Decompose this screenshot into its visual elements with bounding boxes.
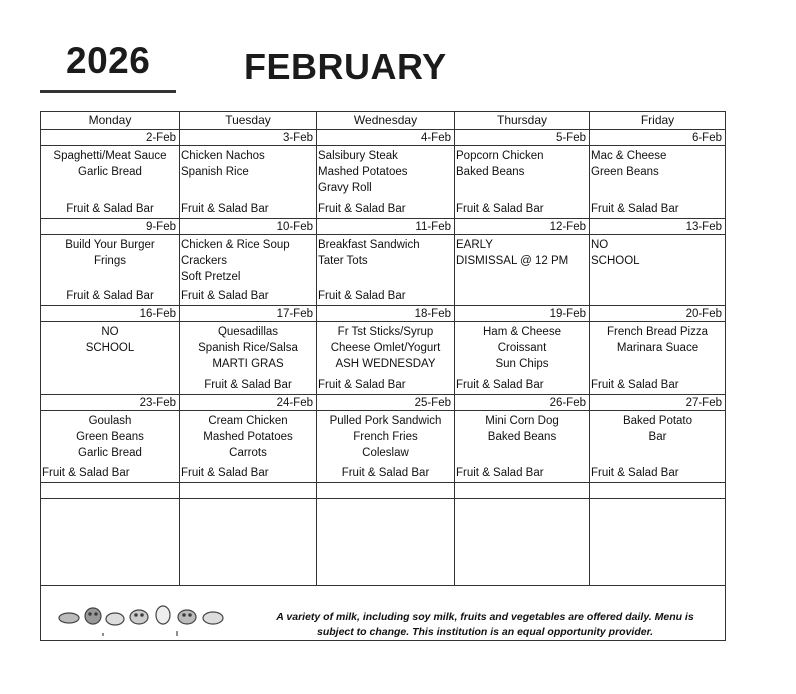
menu-items xyxy=(41,324,179,394)
month-title: FEBRUARY xyxy=(244,46,447,87)
salad-bar-label: Fruit & Salad Bar xyxy=(591,203,679,215)
menu-item: Mini Corn Dog xyxy=(485,415,559,427)
blank-date-row xyxy=(41,483,725,499)
salad-bar-label: Fruit & Salad Bar xyxy=(66,203,154,215)
menu-item: Frings xyxy=(94,255,126,267)
day-cell-friday xyxy=(590,306,725,394)
menu-item xyxy=(590,180,725,196)
weekday-thursday: Thursday xyxy=(455,112,590,129)
day-date: 6-Feb xyxy=(590,130,725,146)
day-date: 12-Feb xyxy=(455,219,589,235)
year-title: 2026 xyxy=(66,40,151,81)
footer-note xyxy=(255,610,715,640)
menu-item: Croissant xyxy=(497,342,547,354)
salad-bar-label: Fruit & Salad Bar xyxy=(456,467,544,479)
menu-item xyxy=(455,269,589,285)
menu-calendar xyxy=(40,111,726,641)
menu-item: Breakfast Sandwich xyxy=(318,239,420,251)
menu-item xyxy=(590,356,725,372)
salad-bar-label: Fruit & Salad Bar xyxy=(204,379,292,391)
menu-item: Goulash xyxy=(88,415,132,427)
salad-bar-label: Fruit & Salad Bar xyxy=(456,379,544,391)
salad-bar-label: Fruit & Salad Bar xyxy=(66,290,154,302)
day-cell-monday xyxy=(41,306,180,394)
menu-item: Sun Chips xyxy=(495,358,549,370)
menu-item: Bar xyxy=(648,431,667,443)
menu-item: EARLY xyxy=(456,239,493,251)
menu-item: Chicken Nachos xyxy=(181,150,265,162)
menu-item: Garlic Bread xyxy=(78,447,142,459)
day-cell-monday xyxy=(41,219,180,305)
day-date: 13-Feb xyxy=(590,219,725,235)
day-date: 27-Feb xyxy=(590,395,725,411)
salad-bar-label: Fruit & Salad Bar xyxy=(341,467,430,479)
day-date: 4-Feb xyxy=(317,130,454,146)
day-cell-thursday xyxy=(455,219,590,305)
menu-item: Coleslaw xyxy=(362,447,409,459)
blank-day-cell xyxy=(180,499,317,585)
menu-item: Baked Beans xyxy=(487,431,557,443)
menu-item: Soft Pretzel xyxy=(181,271,241,283)
menu-item: Fr Tst Sticks/Syrup xyxy=(337,326,434,338)
menu-item xyxy=(317,269,454,285)
day-cell-monday xyxy=(41,130,180,218)
menu-item: SCHOOL xyxy=(85,342,135,354)
salad-bar-label: Fruit & Salad Bar xyxy=(591,467,679,479)
menu-item: Chicken & Rice Soup xyxy=(181,239,290,251)
footer xyxy=(41,586,725,640)
menu-item: Cream Chicken xyxy=(208,415,288,427)
menu-item: Spanish Rice xyxy=(181,166,249,178)
day-date: 2-Feb xyxy=(41,130,179,146)
menu-item: Marinara Suace xyxy=(616,342,699,354)
salad-bar-label: Fruit & Salad Bar xyxy=(318,379,406,391)
salad-bar-label: Fruit & Salad Bar xyxy=(181,467,269,479)
week-row xyxy=(41,219,725,306)
menu-item xyxy=(455,445,589,461)
vegetable-characters-illustration xyxy=(53,596,243,636)
salad-bar-label: Fruit & Salad Bar xyxy=(181,290,269,302)
salad-bar-label: Fruit & Salad Bar xyxy=(318,203,406,215)
menu-item: NO xyxy=(101,326,119,338)
menu-item xyxy=(590,445,725,461)
menu-item xyxy=(41,180,179,196)
blank-date-cell xyxy=(317,483,455,498)
day-date: 25-Feb xyxy=(317,395,454,411)
menu-item: Cheese Omlet/Yogurt xyxy=(330,342,441,354)
year-underline xyxy=(40,90,176,93)
menu-item: Mashed Potatoes xyxy=(203,431,293,443)
menu-item: Green Beans xyxy=(76,431,144,443)
day-date: 19-Feb xyxy=(455,306,589,322)
menu-item: Green Beans xyxy=(591,166,659,178)
day-date: 18-Feb xyxy=(317,306,454,322)
menu-item: French Fries xyxy=(353,431,418,443)
menu-item: NO xyxy=(591,239,609,251)
weekday-header-row xyxy=(41,112,725,130)
week-row xyxy=(41,306,725,395)
weekday-tuesday: Tuesday xyxy=(180,112,317,129)
menu-item: Garlic Bread xyxy=(78,166,142,178)
menu-item xyxy=(590,285,725,301)
day-cell-monday xyxy=(41,395,180,482)
menu-item xyxy=(41,372,179,388)
day-date: 20-Feb xyxy=(590,306,725,322)
menu-item: Mashed Potatoes xyxy=(318,166,408,178)
menu-item: Salsibury Steak xyxy=(318,150,398,162)
menu-item xyxy=(455,285,589,301)
day-cell-wednesday xyxy=(317,306,455,394)
weekday-wednesday: Wednesday xyxy=(317,112,455,129)
menu-item: Crackers xyxy=(181,255,228,267)
day-date: 23-Feb xyxy=(41,395,179,411)
day-cell-wednesday xyxy=(317,395,455,482)
menu-item xyxy=(41,269,179,285)
menu-item: Popcorn Chicken xyxy=(456,150,544,162)
blank-date-cell xyxy=(590,483,725,498)
menu-item: Pulled Pork Sandwich xyxy=(329,415,442,427)
week-row xyxy=(41,395,725,483)
menu-item: DISMISSAL @ 12 PM xyxy=(456,255,569,267)
week-row xyxy=(41,130,725,219)
day-cell-tuesday xyxy=(180,130,317,218)
salad-bar-label: Fruit & Salad Bar xyxy=(456,203,544,215)
day-cell-thursday xyxy=(455,306,590,394)
menu-item xyxy=(590,269,725,285)
menu-item: Spanish Rice/Salsa xyxy=(198,342,298,354)
day-date: 16-Feb xyxy=(41,306,179,322)
menu-item: Spaghetti/Meat Sauce xyxy=(53,150,167,162)
menu-item: Build Your Burger xyxy=(65,239,155,251)
blank-date-cell xyxy=(455,483,590,498)
day-cell-tuesday xyxy=(180,219,317,305)
day-cell-friday xyxy=(590,130,725,218)
blank-day-cell xyxy=(455,499,590,585)
menu-item xyxy=(180,180,316,196)
menu-item xyxy=(41,356,179,372)
blank-date-cell xyxy=(41,483,180,498)
blank-date-cell xyxy=(180,483,317,498)
day-cell-friday xyxy=(590,395,725,482)
menu-item: French Bread Pizza xyxy=(607,326,708,338)
menu-item: Quesadillas xyxy=(217,326,279,338)
blank-day-cell xyxy=(590,499,725,585)
blank-day-cell xyxy=(317,499,455,585)
day-date: 17-Feb xyxy=(180,306,316,322)
day-date: 11-Feb xyxy=(317,219,454,235)
menu-items xyxy=(590,237,725,305)
menu-item: Baked Beans xyxy=(456,166,525,178)
day-cell-friday xyxy=(590,219,725,305)
menu-item: SCHOOL xyxy=(591,255,640,267)
menu-item: Mac & Cheese xyxy=(591,150,667,162)
day-date: 10-Feb xyxy=(180,219,316,235)
menu-item: Tater Tots xyxy=(318,255,368,267)
weekday-friday: Friday xyxy=(640,113,675,127)
menu-item: Baked Potato xyxy=(622,415,693,427)
menu-item: Carrots xyxy=(229,447,267,459)
menu-item: ASH WEDNESDAY xyxy=(335,358,436,370)
day-date: 3-Feb xyxy=(180,130,316,146)
day-cell-thursday xyxy=(455,130,590,218)
menu-items xyxy=(455,237,589,305)
day-cell-wednesday xyxy=(317,130,455,218)
footer-note-line-2: subject to change. This institution is an equal opportunity provider. xyxy=(316,626,654,638)
day-date: 26-Feb xyxy=(455,395,589,411)
day-cell-thursday xyxy=(455,395,590,482)
day-cell-tuesday xyxy=(180,395,317,482)
salad-bar-label: Fruit & Salad Bar xyxy=(181,203,269,215)
blank-week-row xyxy=(41,499,725,586)
footer-note-line-1: A variety of milk, including soy milk, fruits and vegetables are offered daily. Menu is xyxy=(276,611,694,623)
day-cell-wednesday xyxy=(317,219,455,305)
menu-item: Ham & Cheese xyxy=(483,326,561,338)
day-date: 9-Feb xyxy=(41,219,179,235)
blank-day-cell xyxy=(41,499,180,585)
salad-bar-label: Fruit & Salad Bar xyxy=(591,379,679,391)
day-cell-tuesday xyxy=(180,306,317,394)
day-date: 24-Feb xyxy=(180,395,316,411)
weekday-monday: Monday xyxy=(41,112,180,129)
menu-item xyxy=(455,180,589,196)
day-date: 5-Feb xyxy=(455,130,589,146)
menu-item: Gravy Roll xyxy=(318,182,372,194)
menu-item: MARTI GRAS xyxy=(212,358,284,370)
salad-bar-label: Fruit & Salad Bar xyxy=(318,290,406,302)
salad-bar-label: Fruit & Salad Bar xyxy=(42,467,130,479)
